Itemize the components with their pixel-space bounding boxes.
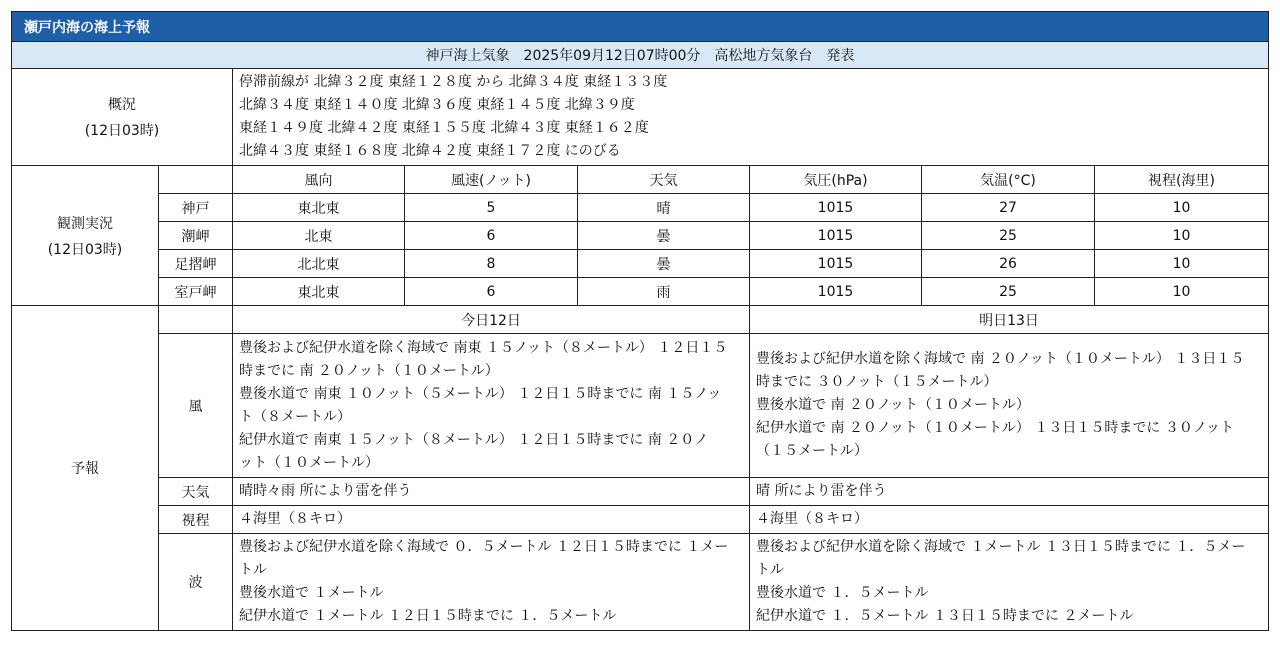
weather-label: 天気 (159, 478, 233, 506)
issue-info: 神戸海上気象 2025年09月12日07時00分 高松地方気象台 発表 (12, 42, 1269, 69)
wave-today-line: 紀伊水道で １メートル １２日１５時までに １．５メートル (239, 608, 617, 624)
col-header-weather: 天気 (578, 166, 750, 194)
wave-today-line: 豊後および紀伊水道を除く海域で ０．５メートル １２日１５時までに １メー (239, 539, 729, 555)
temperature: 27 (922, 194, 1095, 222)
forecast-table (11, 11, 1269, 631)
wave-tomorrow (750, 534, 1269, 631)
wind-direction: 北北東 (233, 250, 405, 278)
visibility: 10 (1095, 250, 1269, 278)
weather: 曇 (578, 250, 750, 278)
pressure: 1015 (750, 194, 922, 222)
temperature: 26 (922, 250, 1095, 278)
wind-today-line: 豊後水道で 南東 １０ノット（５メートル） １２日１５時までに 南 １５ノッ (239, 385, 722, 402)
temperature: 25 (922, 222, 1095, 250)
overview-line: 北緯４３度 東経１６８度 北緯４２度 東経１７２度 にのびる (239, 143, 621, 159)
col-header-pressure: 気圧(hPa) (750, 166, 922, 194)
pressure: 1015 (750, 222, 922, 250)
forecast-today-header: 今日12日 (233, 306, 750, 334)
forecast-page (11, 11, 1268, 631)
visibility: 10 (1095, 194, 1269, 222)
weather: 雨 (578, 278, 750, 306)
wave-tomorrow-line: 豊後水道で １．５メートル (756, 585, 929, 601)
wind-tomorrow-line: （１５メートル） (756, 443, 868, 459)
wind-speed: 5 (405, 194, 578, 222)
weather-today: 晴時々雨 所により雷を伴う (233, 478, 750, 506)
table-row (12, 194, 1269, 222)
table-row (12, 250, 1269, 278)
wind-tomorrow-line: 紀伊水道で 南 ２０ノット（１０メートル） １３日１５時までに ３０ノット (756, 420, 1234, 436)
wind-today (233, 334, 750, 478)
forecast-label: 予報 (12, 306, 159, 631)
wave-today (233, 534, 750, 631)
wind-direction: 北東 (233, 222, 405, 250)
pressure: 1015 (750, 278, 922, 306)
table-row (12, 222, 1269, 250)
wind-speed: 6 (405, 222, 578, 250)
col-header-wind-speed: 風速(ノット) (405, 166, 578, 194)
station-name: 神戸 (159, 194, 233, 222)
station-name: 足摺岬 (159, 250, 233, 278)
wave-today-line: トル (239, 562, 267, 578)
weather: 曇 (578, 222, 750, 250)
wind-direction: 東北東 (233, 278, 405, 306)
wind-tomorrow-line: 豊後および紀伊水道を除く海域で 南 ２０ノット（１０メートル） １３日１５ (756, 351, 1245, 367)
wave-tomorrow-line: 紀伊水道で １．５メートル １３日１５時までに ２メートル (756, 608, 1134, 624)
visibility-label: 視程 (159, 506, 233, 534)
weather-tomorrow: 晴 所により雷を伴う (750, 478, 1269, 506)
wind-speed: 8 (405, 250, 578, 278)
weather: 晴 (578, 194, 750, 222)
visibility: 10 (1095, 222, 1269, 250)
visibility-tomorrow: ４海里（８キロ） (750, 506, 1269, 534)
overview-line: 停滞前線が 北緯３２度 東経１２８度 から 北緯３４度 東経１３３度 (239, 74, 668, 90)
wind-today-line: 時までに 南 ２０ノット（１０メートル） (239, 362, 499, 379)
wind-label: 風 (159, 334, 233, 478)
visibility: 10 (1095, 278, 1269, 306)
pressure: 1015 (750, 250, 922, 278)
col-header-wind-direction: 風向 (233, 166, 405, 194)
wind-tomorrow (750, 334, 1269, 478)
overview-line: 東経１４９度 北緯４２度 東経１５５度 北緯４３度 東経１６２度 (239, 120, 649, 136)
station-name: 潮岬 (159, 222, 233, 250)
overview-line: 北緯３４度 東経１４０度 北緯３６度 東経１４５度 北緯３９度 (239, 97, 635, 113)
wind-today-line: 豊後および紀伊水道を除く海域で 南東 １５ノット（８メートル） １２日１５ (239, 339, 728, 356)
overview-label: 概況 (108, 97, 136, 113)
temperature: 25 (922, 278, 1095, 306)
wave-label: 波 (159, 534, 233, 631)
observation-header (12, 166, 159, 306)
station-header-blank (159, 166, 233, 194)
wind-speed: 6 (405, 278, 578, 306)
overview-header (12, 69, 233, 166)
page-title: 瀬戸内海の海上予報 (12, 12, 1269, 42)
col-header-visibility: 視程(海里) (1095, 166, 1269, 194)
wind-tomorrow-line: 時までに ３０ノット（１５メートル） (756, 374, 998, 390)
forecast-header-blank (159, 306, 233, 334)
station-name: 室戸岬 (159, 278, 233, 306)
wind-today-line: ット（１０メートル） (239, 454, 379, 471)
wave-tomorrow-line: トル (756, 562, 784, 578)
wind-direction: 東北東 (233, 194, 405, 222)
wind-today-line: ト（８メートル） (239, 408, 351, 425)
table-row (12, 278, 1269, 306)
visibility-today: ４海里（８キロ） (233, 506, 750, 534)
wind-today-line: 紀伊水道で 南東 １５ノット（８メートル） １２日１５時までに 南 ２０ノ (239, 431, 709, 448)
wave-tomorrow-line: 豊後および紀伊水道を除く海域で １メートル １３日１５時までに １．５メー (756, 539, 1246, 555)
overview-text (233, 69, 1269, 166)
observation-label: 観測実況 (57, 215, 113, 232)
observation-time: (12日03時) (47, 241, 123, 258)
col-header-temperature: 気温(°C) (922, 166, 1095, 194)
overview-time: (12日03時) (84, 123, 160, 139)
forecast-tomorrow-header: 明日13日 (750, 306, 1269, 334)
wave-today-line: 豊後水道で １メートル (239, 585, 384, 601)
wind-tomorrow-line: 豊後水道で 南 ２０ノット（１０メートル） (756, 397, 1030, 413)
